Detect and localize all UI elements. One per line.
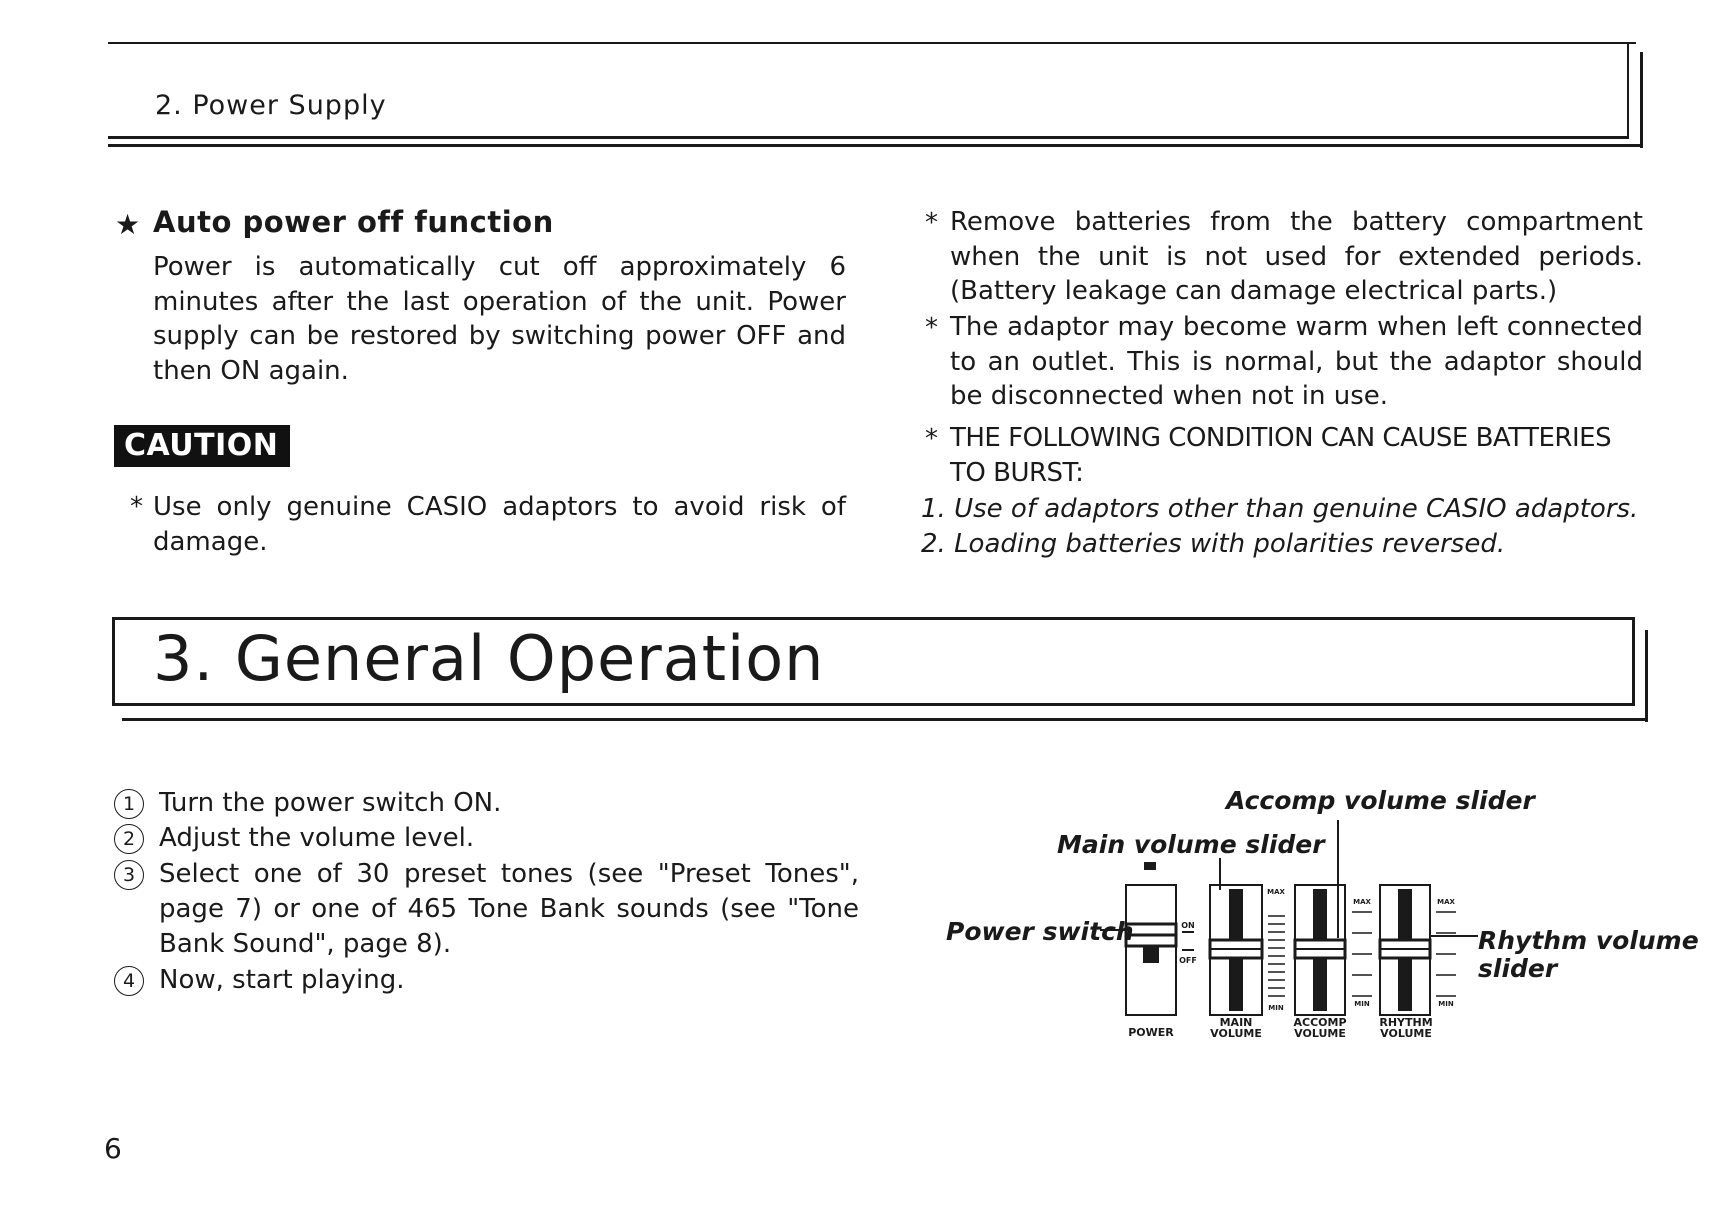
min-label: MIN: [1354, 1000, 1370, 1008]
bullet-asterisk: *: [925, 208, 938, 238]
rhythm-panel-label-2: VOLUME: [1380, 1027, 1432, 1040]
off-label: OFF: [1179, 956, 1197, 965]
rhythm-panel-label: RHYTHM: [1379, 1016, 1433, 1029]
auto-power-off-heading: Auto power off function: [153, 205, 554, 239]
bullet-asterisk: *: [925, 313, 938, 343]
header-rule-bottom: [108, 136, 1629, 139]
main-panel-label: MAIN: [1219, 1016, 1253, 1029]
max-label: MAX: [1437, 898, 1455, 906]
label-power-switch: Power switch: [946, 917, 1134, 946]
note-burst-warning: THE FOLLOWING CONDITION CAN CAUSE BATTERIES TO BURST:: [950, 423, 1612, 488]
step-text: Now, start playing.: [159, 965, 405, 995]
label-rhythm-volume-slider-line2: slider: [1478, 954, 1558, 983]
section3-rule-top: [112, 617, 1635, 620]
max-label: MAX: [1267, 888, 1285, 896]
burst-condition-2: 2. Loading batteries with polarities reversed.: [921, 529, 1506, 559]
control-panel-diagram: [1090, 820, 1490, 1050]
caution-text: Use only genuine CASIO adaptors to avoid risk of damage.: [153, 492, 846, 557]
on-label: ON: [1181, 921, 1195, 930]
star-icon: ★: [115, 208, 141, 241]
label-rhythm-volume-slider: Rhythm volume: [1478, 926, 1699, 955]
bullet-asterisk: *: [130, 492, 143, 522]
step-text: Adjust the volume level.: [159, 823, 475, 853]
header-rule-right: [1627, 42, 1629, 138]
section3-rule-bottom: [112, 703, 1635, 706]
header-rule-right-shadow: [1640, 52, 1643, 148]
power-indicator: [1145, 863, 1155, 869]
section-title-general-operation: 3. General Operation: [153, 622, 825, 695]
max-label: MAX: [1353, 898, 1371, 906]
header-rule-bottom-shadow: [108, 144, 1643, 147]
label-main-volume-slider: Main volume slider: [1057, 830, 1325, 859]
note-remove-batteries: Remove batteries from the battery compartment when the unit is not used for extended periods. (Battery leakage can damage electrical parts.): [950, 207, 1643, 306]
burst-condition-1: 1. Use of adaptors other than genuine CASIO adaptors.: [921, 494, 1639, 524]
accomp-panel-label: ACCOMP: [1293, 1016, 1347, 1029]
section3-rule-right: [1632, 617, 1635, 705]
power-panel-label: POWER: [1128, 1026, 1174, 1039]
step-number-circle: 4: [114, 966, 144, 996]
step-number-circle: 3: [114, 860, 144, 890]
main-panel-label-2: VOLUME: [1210, 1027, 1262, 1040]
label-accomp-volume-slider: Accomp volume slider: [1226, 786, 1535, 815]
section3-rule-bottom-shadow: [122, 718, 1648, 721]
bullet-asterisk: *: [925, 424, 938, 454]
accomp-panel-label-2: VOLUME: [1294, 1027, 1346, 1040]
step-number-circle: 2: [114, 824, 144, 854]
min-label: MIN: [1438, 1000, 1454, 1008]
page-number: 6: [104, 1132, 122, 1165]
step-text: Select one of 30 preset tones (see "Preset Tones", page 7) or one of 465 Tone Bank sounds (see "Tone Bank Sound", page 8).: [159, 859, 859, 959]
section3-rule-left: [112, 617, 115, 705]
section3-rule-right-shadow: [1645, 630, 1648, 722]
auto-power-off-body: Power is automatically cut off approximately 6 minutes after the last operation of the unit. Power supply can be restored by switching power OFF and then ON again.: [153, 252, 846, 386]
note-adaptor-warm: The adaptor may become warm when left connected to an outlet. This is normal, but the adaptor should be disconnected when not in use.: [950, 312, 1643, 411]
caution-badge: CAUTION: [114, 425, 290, 467]
min-label: MIN: [1268, 1004, 1284, 1012]
header-rule-top: [108, 42, 1636, 44]
step-number-circle: 1: [114, 789, 144, 819]
step-text: Turn the power switch ON.: [159, 788, 502, 818]
section-title-power-supply: 2. Power Supply: [155, 90, 387, 121]
